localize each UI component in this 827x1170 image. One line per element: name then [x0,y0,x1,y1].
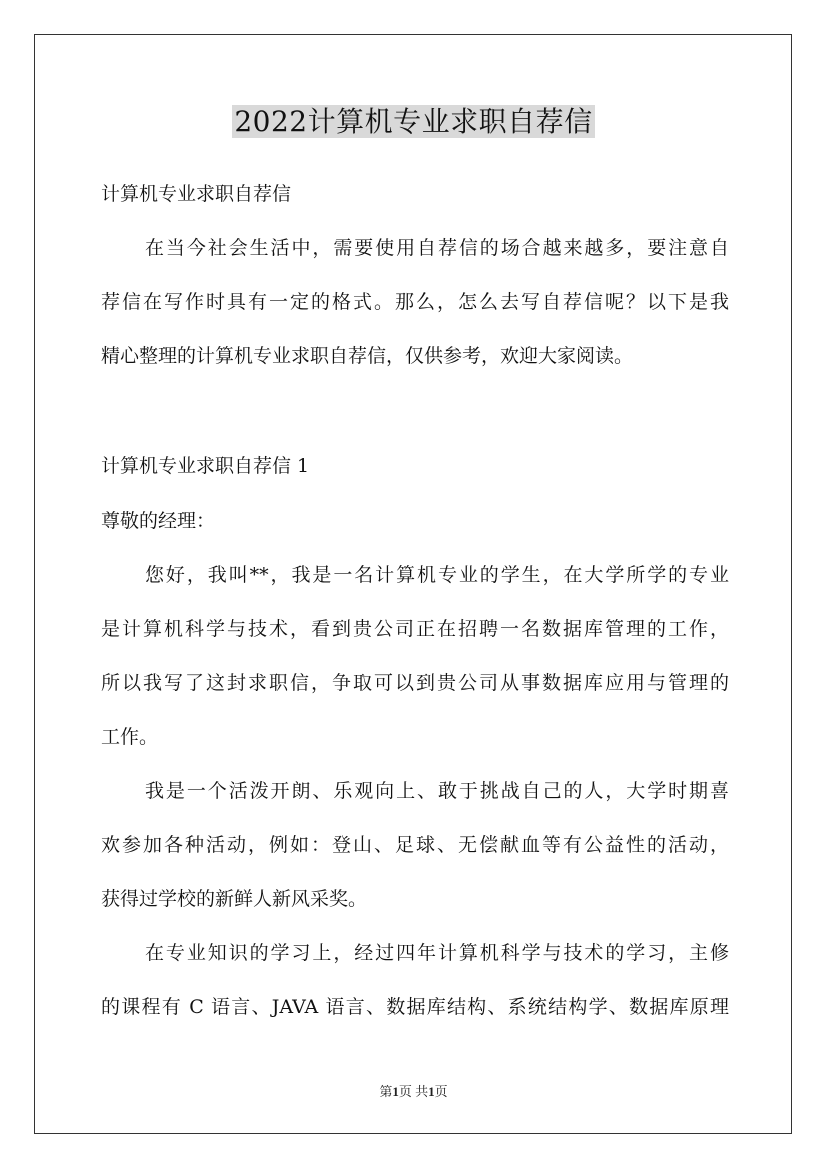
salutation: 尊敬的经理： [101,510,216,532]
para2-line-1: 我是一个活泼开朗、乐观向上、敢于挑战自己的人，大学时期喜 [145,780,729,802]
document-title: 2022计算机专业求职自荐信 [234,105,593,138]
para2-line-3: 获得过学校的新鲜人新风采奖。 [101,888,368,910]
para3-line-2: 的课程有 C 语言、JAVA 语言、数据库结构、系统结构学、数据库原理 [101,996,729,1018]
para3-line-1: 在专业知识的学习上，经过四年计算机科学与技术的学习，主修 [145,942,729,964]
section-title: 计算机专业求职自荐信 1 [101,455,310,477]
para2-line-2: 欢参加各种活动，例如：登山、足球、无偿献血等有公益性的活动， [101,834,729,856]
intro-line-2: 荐信在写作时具有一定的格式。那么，怎么去写自荐信呢？以下是我 [101,291,729,313]
para1-line-4: 工作。 [101,726,159,748]
letter-heading: 计算机专业求职自荐信 [101,183,292,205]
intro-line-1: 在当今社会生活中，需要使用自荐信的场合越来越多，要注意自 [145,237,729,259]
para1-line-3: 所以我写了这封求职信，争取可以到贵公司从事数据库应用与管理的 [101,672,729,694]
para1-line-2: 是计算机科学与技术，看到贵公司正在招聘一名数据库管理的工作， [101,618,729,640]
page-footer: 第1页 共1页 [379,1084,448,1099]
para1-line-1: 您好，我叫**，我是一名计算机专业的学生，在大学所学的专业 [145,564,729,586]
intro-line-3: 精心整理的计算机专业求职自荐信，仅供参考，欢迎大家阅读。 [101,345,634,367]
